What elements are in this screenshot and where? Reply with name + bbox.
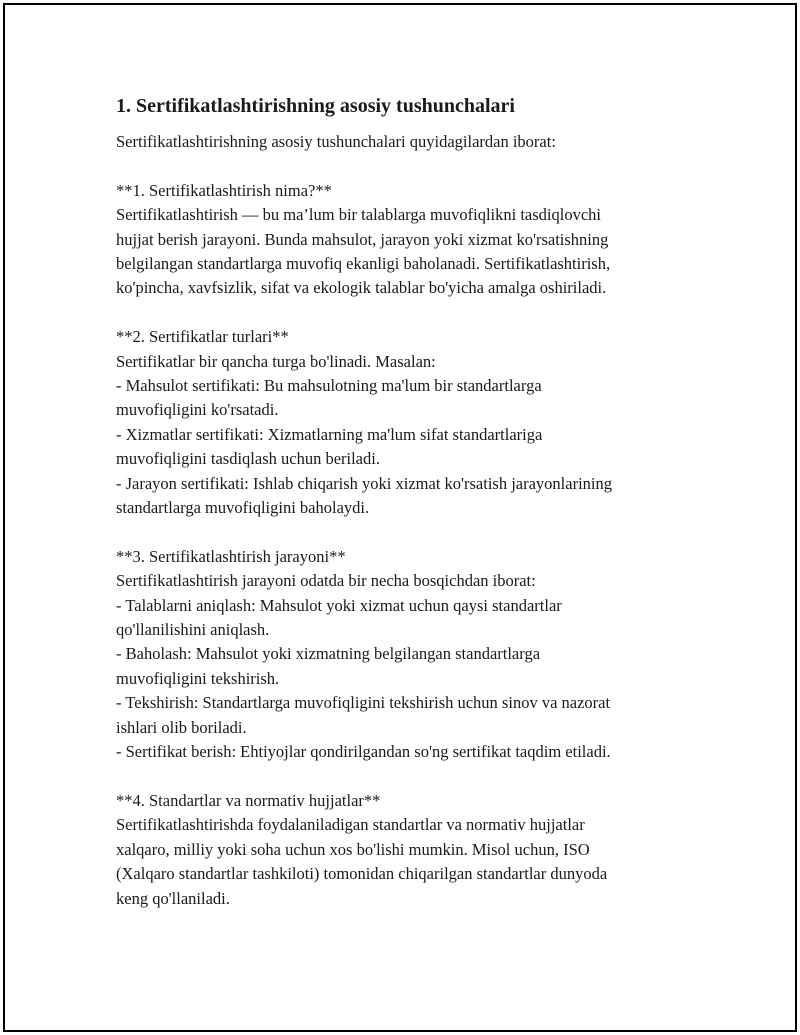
paragraph-line: Sertifikatlashtirish — bu ma’lum bir talablarga muvofiqlikni tasdiqlovchi <box>116 205 601 225</box>
list-item-line: standartlarga muvofiqligini baholaydi. <box>116 498 370 518</box>
list-item-line: - Mahsulot sertifikati: Bu mahsulotning ma'lum bir standartlarga <box>116 376 542 396</box>
list-item-line: - Xizmatlar sertifikati: Xizmatlarning ma'lum sifat standartlariga <box>116 424 543 444</box>
list-item-line: - Talablarni aniqlash: Mahsulot yoki xizmat uchun qaysi standartlar <box>116 595 562 615</box>
section-standards-documents <box>116 789 686 911</box>
paragraph-line: hujjat berish jarayoni. Bunda mahsulot, jarayon yoki xizmat ko'rsatishning <box>116 229 609 249</box>
section-heading: **3. Sertifikatlashtirish jarayoni** <box>116 546 346 566</box>
paragraph-line: Sertifikatlar bir qancha turga bo'linadi. Masalan: <box>116 351 436 371</box>
section-heading: **2. Sertifikatlar turlari** <box>116 327 289 347</box>
list-item-line: muvofiqligini ko'rsatadi. <box>116 400 279 420</box>
section-heading: **1. Sertifikatlashtirish nima?** <box>116 180 332 200</box>
paragraph-line: ko'pincha, xavfsizlik, sifat va ekologik talablar bo'yicha amalga oshiriladi. <box>116 278 607 298</box>
list-item-line: - Sertifikat berish: Ehtiyojlar qondirilgandan so'ng sertifikat taqdim etiladi. <box>116 742 611 762</box>
section-what-is-certification <box>116 179 686 301</box>
list-item-line: ishlari olib boriladi. <box>116 717 247 737</box>
list-item-line: - Jarayon sertifikati: Ishlab chiqarish yoki xizmat ko'rsatish jarayonlarining <box>116 473 613 493</box>
section-certification-process <box>116 545 686 765</box>
list-item-line: - Tekshirish: Standartlarga muvofiqligini tekshirish uchun sinov va nazorat <box>116 693 611 713</box>
paragraph-line: (Xalqaro standartlar tashkiloti) tomonidan chiqarilgan standartlar dunyoda <box>116 864 608 884</box>
document-body <box>116 92 686 935</box>
paragraph-line: Sertifikatlashtirish jarayoni odatda bir necha bosqichdan iborat: <box>116 571 536 591</box>
section-heading: **4. Standartlar va normativ hujjatlar** <box>116 790 381 810</box>
document-title: 1. Sertifikatlashtirishning asosiy tushunchalari <box>116 95 515 117</box>
paragraph-line: Sertifikatlashtirishda foydalaniladigan standartlar va normativ hujjatlar <box>116 815 585 835</box>
paragraph-line: belgilangan standartlarga muvofiq ekanligi baholanadi. Sertifikatlashtirish, <box>116 254 611 274</box>
paragraph-line: keng qo'llaniladi. <box>116 888 230 908</box>
section-certificate-types <box>116 325 686 520</box>
list-item-line: - Baholash: Mahsulot yoki xizmatning belgilangan standartlarga <box>116 644 541 664</box>
intro-paragraph: Sertifikatlashtirishning asosiy tushunchalari quyidagilardan iborat: <box>116 132 556 151</box>
list-item-line: muvofiqligini tasdiqlash uchun beriladi. <box>116 449 380 469</box>
paragraph-line: xalqaro, milliy yoki soha uchun xos bo'lishi mumkin. Misol uchun, ISO <box>116 839 590 859</box>
list-item-line: qo'llanilishini aniqlash. <box>116 620 270 640</box>
list-item-line: muvofiqligini tekshirish. <box>116 668 280 688</box>
